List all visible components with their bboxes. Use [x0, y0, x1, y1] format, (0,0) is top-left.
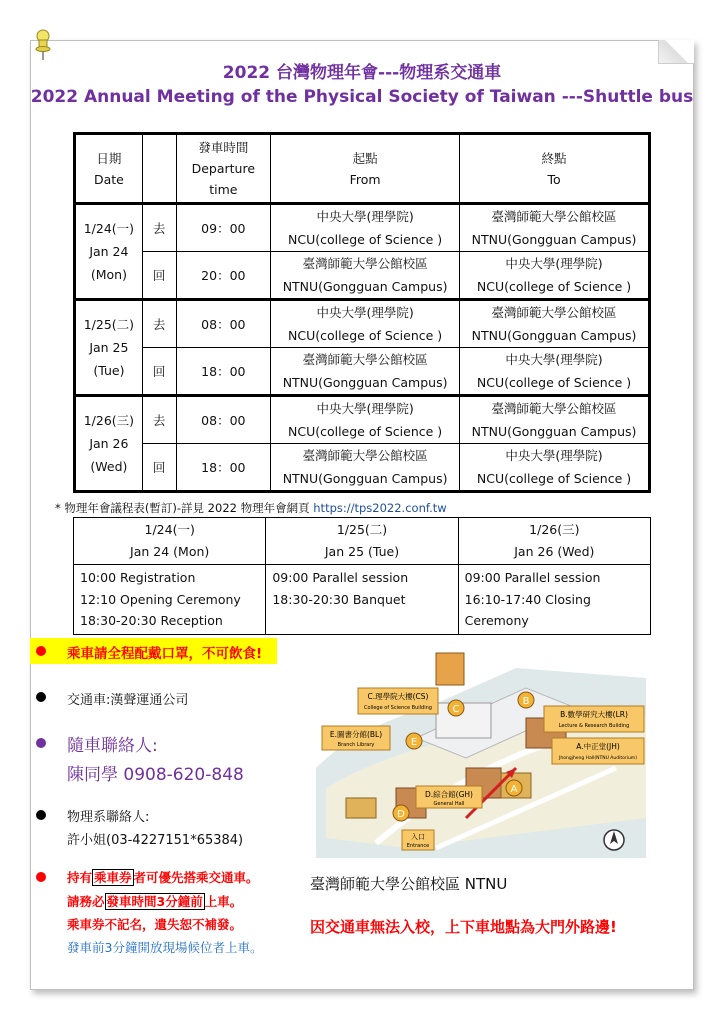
bullet-icon [36, 738, 46, 748]
map-label-lr: B.數學研究大樓(LR) [560, 710, 628, 719]
program-day-items [458, 565, 650, 635]
program-day-header: 1/26(三) Jan 26 (Wed) [458, 518, 650, 565]
dropoff-notice: 因交通車無法入校，上下車地點為大門外路邊! [310, 918, 617, 936]
map-sublabel-cs: College of Science Building [364, 705, 432, 711]
map-label-entrance: 入口 [411, 833, 425, 841]
map-marker-e: E [410, 737, 418, 748]
bullet-icon [36, 872, 46, 882]
date-cell: 1/26(三) Jan 26 (Wed) [75, 396, 143, 492]
compass-icon [604, 830, 624, 850]
map-sublabel-lr: Lecture & Research Building [558, 723, 630, 729]
to-cell: 臺灣師範大學公館校區 NTNU(Gongguan Campus) [460, 300, 650, 348]
program-header-row [74, 518, 651, 565]
to-cell: 中央大學(理學院) NCU(college of Science ) [460, 348, 650, 396]
to-cell: 臺灣師範大學公館校區 NTNU(Gongguan Campus) [460, 204, 650, 252]
date-cell: 1/24(一) Jan 24 (Mon) [75, 204, 143, 300]
program-items-row [74, 565, 651, 635]
map-marker-a: A [510, 784, 518, 795]
to-cell: 臺灣師範大學公館校區 NTNU(Gongguan Campus) [460, 396, 650, 444]
table-row [75, 204, 650, 252]
map-label-bl: E.圖書分館(BL) [329, 730, 383, 739]
page-title-chinese: 2022 台灣物理年會---物理系交通車 [222, 63, 502, 83]
escort-contact: 陳同學 0908-620-848 [67, 765, 244, 785]
to-cell: 中央大學(理學院) NCU(college of Science ) [460, 252, 650, 300]
from-cell: 臺灣師範大學公館校區 NTNU(Gongguan Campus) [271, 348, 460, 396]
table-row [75, 396, 650, 444]
map-marker-c: C [452, 704, 460, 715]
map-label-jh: A.中正堂(JH) [576, 742, 620, 751]
map-label-cs: C.理學院大樓(CS) [367, 692, 429, 701]
from-cell: 臺灣師範大學公館校區 NTNU(Gongguan Campus) [271, 252, 460, 300]
direction-cell: 去 [142, 396, 176, 444]
header-departure-time: 發車時間 Departure time [176, 134, 271, 204]
table-row [75, 444, 650, 492]
header-date: 日期 Date [75, 134, 143, 204]
shuttle-schedule-table [73, 132, 651, 493]
time-cell: 09：00 [176, 204, 271, 252]
map-sublabel-bl: Branch Library [337, 742, 375, 748]
time-cell: 20：00 [176, 252, 271, 300]
map-sublabel-gh: General Hall [433, 801, 465, 807]
header-to: 終點 To [460, 134, 650, 204]
program-item: 12:10 Opening Ceremony [80, 591, 241, 607]
dept-contact-label: 物理系聯絡人: [67, 810, 150, 825]
table-row [75, 252, 650, 300]
agenda-note [55, 500, 447, 516]
from-cell: 臺灣師範大學公館校區 NTNU(Gongguan Campus) [271, 444, 460, 492]
ticket-rule-no-replacement: 乘車券不記名，遺失恕不補發。 [67, 917, 243, 932]
page-title-english: 2022 Annual Meeting of the Physical Society of Taiwan ---Shuttle bus [30, 87, 694, 107]
mask-notice: 乘車請全程配戴口罩，不可飲食! [67, 646, 263, 662]
table-header-row [75, 134, 650, 204]
program-day-items [266, 565, 458, 635]
program-item: 09:00 Parallel session [464, 570, 601, 585]
program-item: 10:00 Registration [80, 570, 196, 585]
program-table [73, 517, 651, 635]
campus-map [316, 648, 646, 858]
map-sublabel-jh: Jhongjheng Hall(NTNU Auditorium) [559, 756, 637, 761]
time-cell: 18：00 [176, 444, 271, 492]
agenda-link[interactable]: https://tps2022.conf.tw [313, 501, 447, 515]
program-item: 09:00 Parallel session [272, 570, 409, 585]
program-item: 18:30-20:30 Reception [80, 613, 223, 628]
pushpin-icon [33, 28, 53, 62]
bullet-icon [36, 646, 46, 656]
dept-contact: 許小姐(03-4227151*65384) [67, 833, 244, 848]
time-cell: 08：00 [176, 396, 271, 444]
agenda-note-text: * 物理年會議程表(暫訂)-詳見 2022 物理年會網頁 [55, 501, 314, 515]
map-sublabel-entrance: Entrance [406, 843, 430, 849]
bullet-icon [36, 810, 46, 820]
time-cell: 18：00 [176, 348, 271, 396]
program-item: 16:10-17:40 Closing Ceremony [464, 591, 591, 628]
from-cell: 中央大學(理學院) NCU(college of Science ) [271, 396, 460, 444]
direction-cell: 去 [142, 204, 176, 252]
ticket-rule-priority: 持有 乘車券 者可優先搭乘交通車。 [67, 870, 259, 885]
escort-label: 隨車聯絡人: [67, 736, 158, 756]
time-cell: 08：00 [176, 300, 271, 348]
date-cell: 1/25(二) Jan 25 (Tue) [75, 300, 143, 396]
table-row [75, 348, 650, 396]
program-day-header: 1/24(一) Jan 24 (Mon) [74, 518, 266, 565]
from-cell: 中央大學(理學院) NCU(college of Science ) [271, 300, 460, 348]
map-caption: 臺灣師範大學公館校區 NTNU [310, 875, 508, 893]
bus-company: 交通車:漢聲運通公司 [67, 693, 189, 708]
table-row [75, 300, 650, 348]
map-marker-b: B [522, 696, 530, 707]
program-day-header: 1/25(二) Jan 25 (Tue) [266, 518, 458, 565]
bullet-icon [36, 692, 46, 702]
program-item: 18:30-20:30 Banquet [272, 591, 406, 607]
program-day-items [74, 565, 266, 635]
from-cell: 中央大學(理學院) NCU(college of Science ) [271, 204, 460, 252]
map-label-gh: D.綜合館(GH) [425, 790, 473, 799]
map-marker-d: D [397, 809, 405, 820]
direction-cell: 回 [142, 348, 176, 396]
header-from: 起點 From [271, 134, 460, 204]
ticket-rule-boarding-time: 請務必 發車時間3分鐘前 上車。 [67, 894, 243, 909]
direction-cell: 回 [142, 444, 176, 492]
direction-cell: 回 [142, 252, 176, 300]
to-cell: 中央大學(理學院) NCU(college of Science ) [460, 444, 650, 492]
header-direction [142, 134, 176, 204]
direction-cell: 去 [142, 300, 176, 348]
ticket-rule-standby: 發車前3分鐘開放現場候位者上車。 [67, 940, 263, 955]
